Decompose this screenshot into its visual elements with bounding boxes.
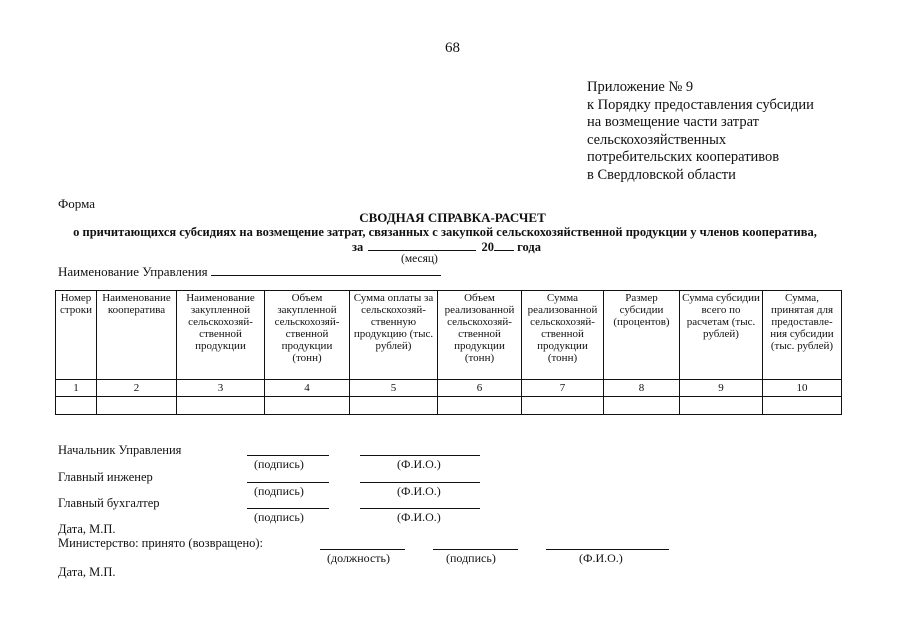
- table-header-row: [56, 291, 842, 380]
- name-caption: (Ф.И.О.): [397, 510, 441, 524]
- month-blank[interactable]: [368, 239, 476, 251]
- table-cell[interactable]: [350, 397, 438, 415]
- table-cell[interactable]: [97, 397, 177, 415]
- column-number: 10: [763, 380, 842, 397]
- ministry-label: Министерство: принято (возвращено):: [58, 536, 264, 550]
- name-line[interactable]: [360, 455, 480, 456]
- appendix-line: Приложение № 9: [587, 79, 694, 95]
- column-header: Сумма реализованной сельскохозяй-ственной продукции (тонн): [522, 291, 604, 380]
- signature-line[interactable]: [247, 508, 329, 509]
- position-line[interactable]: [320, 549, 405, 550]
- period-suffix: года: [517, 240, 541, 254]
- signature-caption: (подпись): [254, 484, 304, 498]
- table-cell[interactable]: [763, 397, 842, 415]
- column-header: Сумма, принятая для предоставле-ния субсидии (тыс. рублей): [763, 291, 842, 380]
- column-header: Сумма субсидии всего по расчетам (тыс. рублей): [680, 291, 763, 380]
- date-stamp: Дата, М.П.: [58, 522, 116, 536]
- column-header: Объем реализованной сельскохозяй-ственной продукции (тонн): [438, 291, 522, 380]
- management-blank[interactable]: [211, 263, 441, 276]
- column-number: 1: [56, 380, 97, 397]
- name-line[interactable]: [546, 549, 669, 550]
- name-caption: (Ф.И.О.): [579, 551, 623, 565]
- appendix-note: [587, 79, 814, 184]
- signature-role: Главный инженер: [58, 470, 153, 484]
- appendix-line: в Свердловской области: [587, 166, 736, 183]
- table-cell[interactable]: [177, 397, 265, 415]
- column-number-row: [56, 380, 842, 397]
- form-label: Форма: [58, 196, 95, 211]
- document-title: СВОДНАЯ СПРАВКА-РАСЧЕТ: [359, 210, 546, 225]
- column-number: 8: [604, 380, 680, 397]
- management-field: [58, 263, 441, 280]
- month-caption: (месяц): [401, 253, 438, 265]
- table-cell[interactable]: [680, 397, 763, 415]
- name-caption: (Ф.И.О.): [397, 484, 441, 498]
- appendix-line: к Порядку предоставления субсидии: [587, 96, 814, 113]
- appendix-line: на возмещение части затрат: [587, 114, 759, 130]
- table-cell[interactable]: [604, 397, 680, 415]
- appendix-line: потребительских кооперативов: [587, 149, 780, 165]
- column-number: 7: [522, 380, 604, 397]
- management-label: Наименование Управления: [58, 264, 208, 279]
- column-number: 4: [265, 380, 350, 397]
- period-prefix: за: [352, 240, 364, 254]
- column-number: 9: [680, 380, 763, 397]
- signature-line[interactable]: [433, 549, 518, 550]
- calculation-table: [55, 290, 842, 415]
- date-stamp: Дата, М.П.: [58, 565, 116, 579]
- document-subtitle: о причитающихся субсидиях на возмещение затрат, связанных с закупкой сельскохозяйственной продукции у членов кооператива,: [73, 225, 817, 239]
- signature-caption: (подпись): [254, 510, 304, 524]
- signature-role: Главный бухгалтер: [58, 496, 160, 510]
- period-century: 20: [481, 240, 495, 254]
- signature-role: Начальник Управления: [58, 443, 182, 457]
- column-header: Объем закупленной сельскохозяй-ственной продукции (тонн): [265, 291, 350, 380]
- name-line[interactable]: [360, 508, 480, 509]
- column-header: Номер строки: [56, 291, 97, 380]
- appendix-line: сельскохозяйственных: [587, 131, 727, 148]
- name-line[interactable]: [360, 482, 480, 483]
- column-header: Сумма оплаты за сельскохозяй-ственную продукцию (тыс. рублей): [350, 291, 438, 380]
- period-line: [352, 239, 541, 255]
- position-caption: (должность): [327, 551, 390, 565]
- signature-line[interactable]: [247, 482, 329, 483]
- column-number: 6: [438, 380, 522, 397]
- table-row: [56, 397, 842, 415]
- year-blank[interactable]: [494, 239, 514, 251]
- table-cell[interactable]: [522, 397, 604, 415]
- column-number: 3: [177, 380, 265, 397]
- column-header: Наименование кооператива: [97, 291, 177, 380]
- page-number: 68: [445, 40, 460, 56]
- signature-caption: (подпись): [254, 457, 304, 471]
- table-cell[interactable]: [438, 397, 522, 415]
- column-header: Наименование закупленной сельскохозяй-ственной продукции: [177, 291, 265, 380]
- column-number: 5: [350, 380, 438, 397]
- signature-caption: (подпись): [446, 551, 496, 565]
- column-number: 2: [97, 380, 177, 397]
- name-caption: (Ф.И.О.): [397, 457, 441, 471]
- table-cell[interactable]: [56, 397, 97, 415]
- table-cell[interactable]: [265, 397, 350, 415]
- column-header: Размер субсидии (процентов): [604, 291, 680, 380]
- signature-line[interactable]: [247, 455, 329, 456]
